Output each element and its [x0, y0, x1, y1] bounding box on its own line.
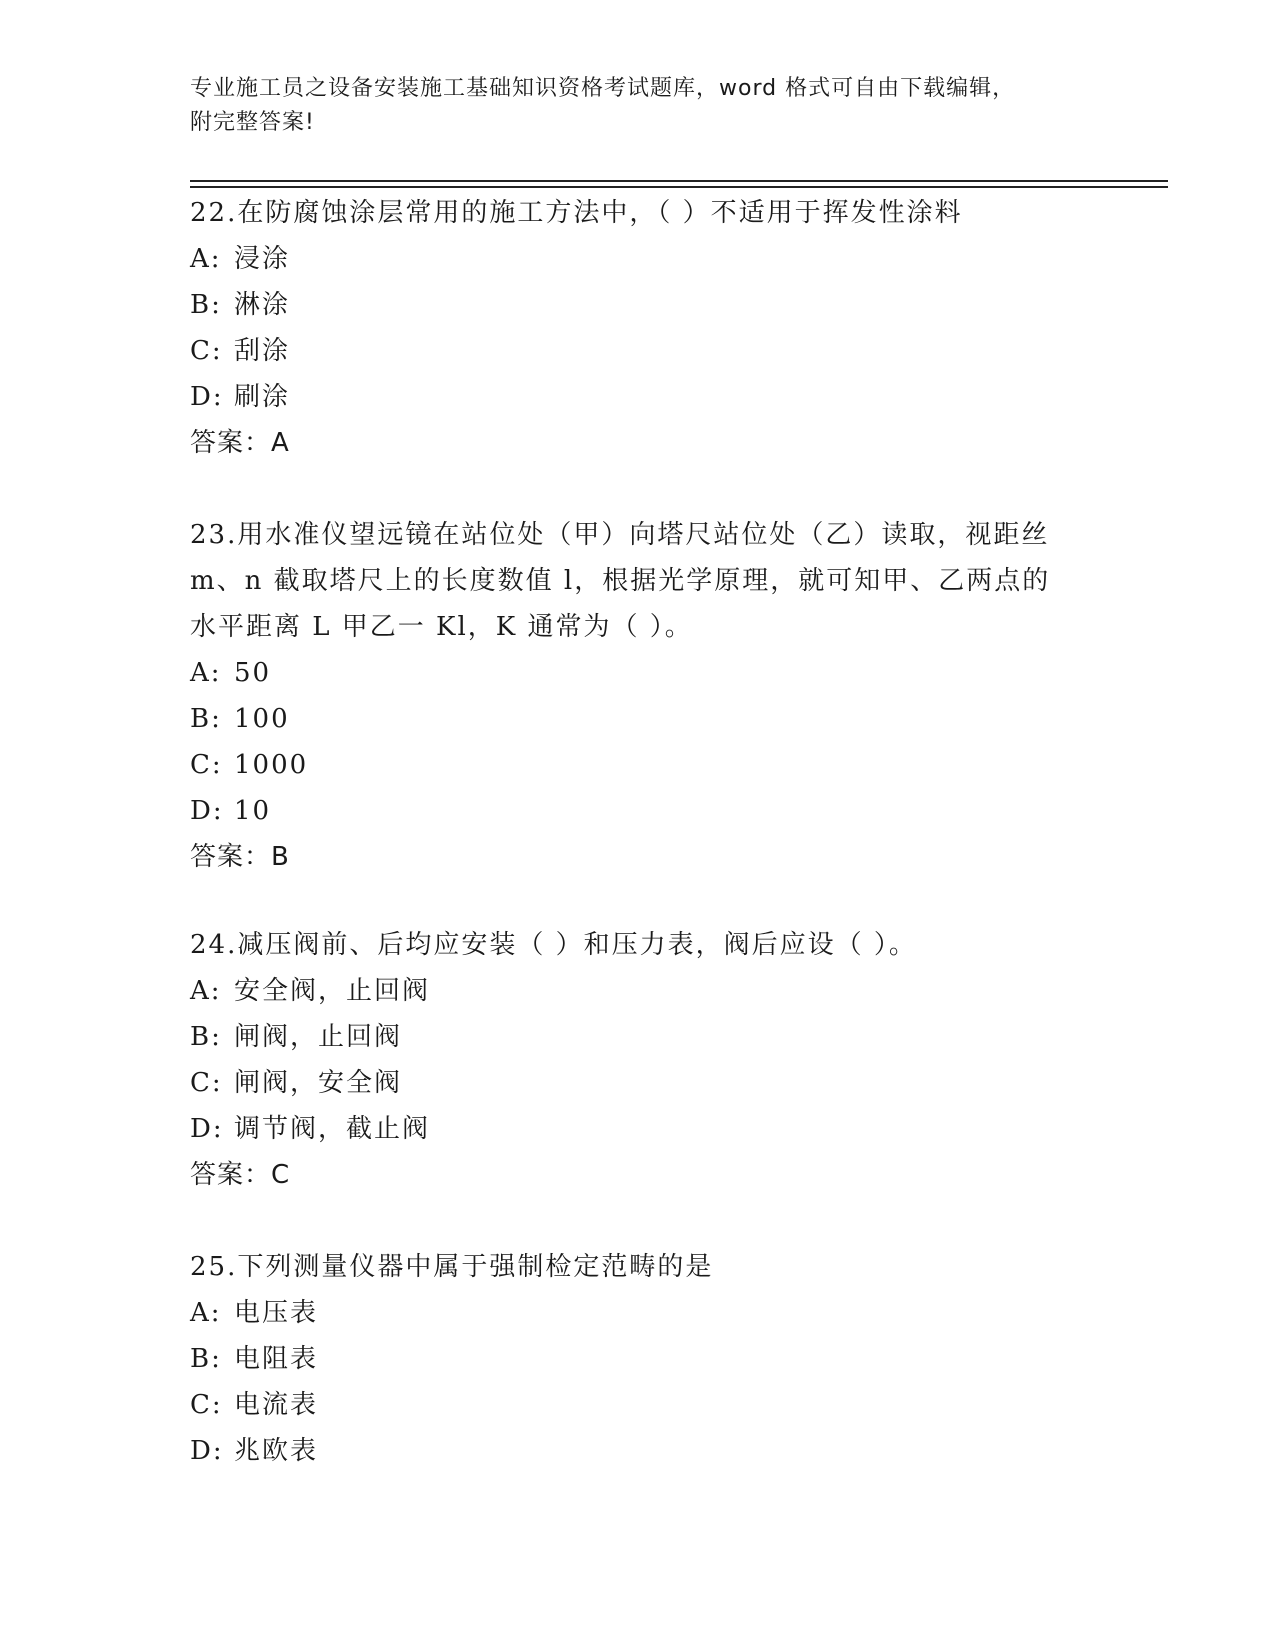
header-line-2: 附完整答案!: [190, 110, 315, 135]
option-text: 100: [234, 704, 290, 734]
header-divider-bottom: [190, 186, 1168, 188]
question-title-line-1: 23.用水准仪望远镜在站位处（甲）向塔尺站位处（乙）读取，视距丝: [190, 520, 1050, 550]
option-letter: A:: [190, 1298, 222, 1328]
header-divider-top: [190, 180, 1168, 182]
option-letter: A:: [190, 244, 222, 274]
option-text: 10: [234, 796, 272, 826]
option-text: 电流表: [234, 1390, 319, 1420]
option-text: 刮涂: [234, 336, 291, 366]
answer-label: 答案：C: [190, 1160, 291, 1190]
option-d: [190, 1106, 1170, 1152]
option-a: [190, 1290, 1170, 1336]
question-title: 25.下列测量仪器中属于强制检定范畴的是: [190, 1252, 714, 1282]
option-text: 刷涂: [234, 382, 291, 412]
option-c: [190, 742, 1170, 788]
option-letter: C:: [190, 750, 223, 780]
option-text: 电阻表: [234, 1344, 319, 1374]
option-text: 电压表: [234, 1298, 319, 1328]
question-22: [190, 190, 1170, 466]
option-letter: A:: [190, 658, 222, 688]
option-text: 闸阀，止回阀: [234, 1022, 403, 1052]
option-a: [190, 650, 1170, 696]
question-title: 22.在防腐蚀涂层常用的施工方法中，（ ）不适用于挥发性涂料: [190, 198, 963, 228]
option-c: [190, 1060, 1170, 1106]
option-a: [190, 968, 1170, 1014]
option-c: [190, 1382, 1170, 1428]
option-letter: D:: [190, 796, 224, 826]
option-text: 安全阀，止回阀: [234, 976, 431, 1006]
option-b: [190, 1336, 1170, 1382]
question-title-line-3: 水平距离 L 甲乙一 Kl，K 通常为（ ）。: [190, 612, 693, 642]
option-text: 调节阀，截止阀: [234, 1114, 431, 1144]
question-title: 24.减压阀前、后均应安装（ ）和压力表，阀后应设（ ）。: [190, 930, 917, 960]
header-line-1: 专业施工员之设备安装施工基础知识资格考试题库，word 格式可自由下载编辑，: [190, 76, 1016, 101]
option-letter: D:: [190, 1436, 224, 1466]
option-letter: B:: [190, 704, 222, 734]
answer-label: 答案：B: [190, 842, 290, 872]
option-a: [190, 236, 1170, 282]
option-letter: B:: [190, 290, 222, 320]
option-letter: B:: [190, 1344, 222, 1374]
document-header: [190, 72, 1090, 140]
option-b: [190, 1014, 1170, 1060]
question-title-line-2: m、n 截取塔尺上的长度数值 l，根据光学原理，就可知甲、乙两点的: [190, 566, 1051, 596]
option-letter: C:: [190, 1390, 223, 1420]
option-letter: D:: [190, 382, 224, 412]
option-letter: B:: [190, 1022, 222, 1052]
question-24: [190, 922, 1170, 1198]
question-25: [190, 1244, 1170, 1474]
option-b: [190, 696, 1170, 742]
option-letter: C:: [190, 1068, 223, 1098]
option-c: [190, 328, 1170, 374]
option-text: 1000: [234, 750, 309, 780]
option-letter: C:: [190, 336, 223, 366]
answer-label: 答案：A: [190, 428, 290, 458]
question-23: [190, 512, 1170, 880]
option-text: 浸涂: [234, 244, 291, 274]
option-d: [190, 1428, 1170, 1474]
option-text: 淋涂: [234, 290, 291, 320]
option-d: [190, 788, 1170, 834]
option-text: 闸阀，安全阀: [234, 1068, 403, 1098]
option-b: [190, 282, 1170, 328]
option-letter: A:: [190, 976, 222, 1006]
option-d: [190, 374, 1170, 420]
option-text: 兆欧表: [234, 1436, 319, 1466]
option-letter: D:: [190, 1114, 224, 1144]
option-text: 50: [234, 658, 272, 688]
